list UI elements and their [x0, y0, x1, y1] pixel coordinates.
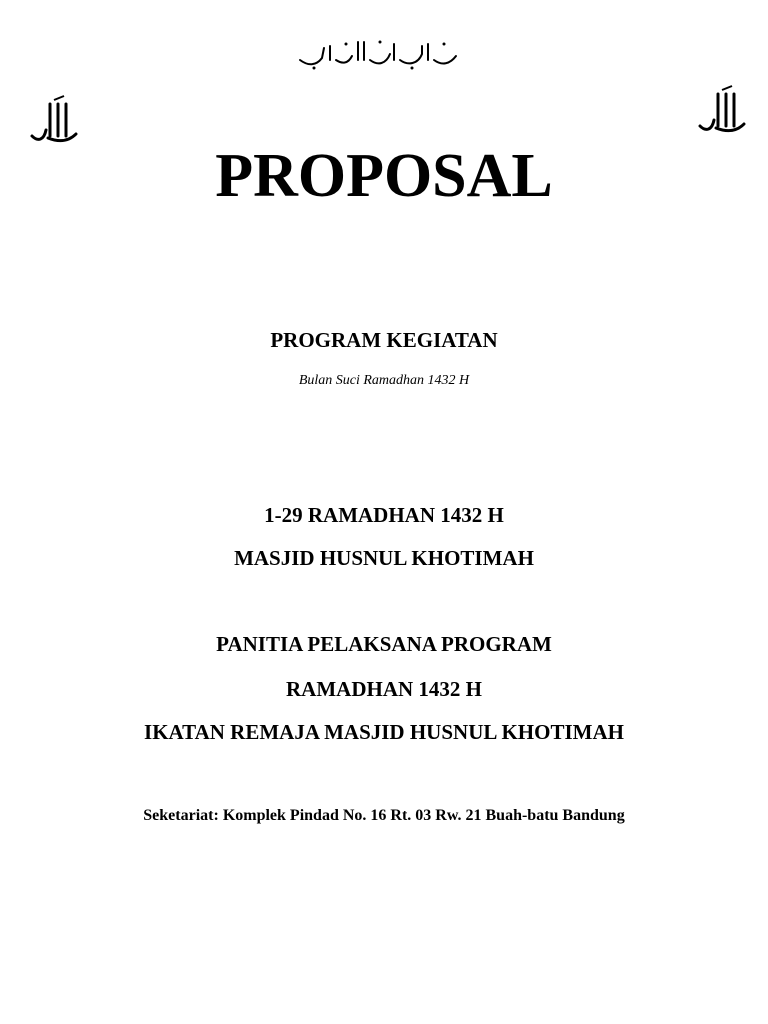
- program-subtitle: PROGRAM KEGIATAN: [270, 328, 498, 352]
- program-tagline: Bulan Suci Ramadhan 1432 H: [298, 373, 470, 388]
- secretariat-address: Seketariat: Komplek Pindad No. 16 Rt. 03 Rw. 21 Buah-batu Bandung: [143, 807, 625, 824]
- committee-line-1: PANITIA PELAKSANA PROGRAM: [216, 632, 552, 656]
- basmala-calligraphy-icon: [294, 36, 462, 70]
- committee-line-3: IKATAN REMAJA MASJID HUSNUL KHOTIMAH: [144, 720, 624, 744]
- venue-line: MASJID HUSNUL KHOTIMAH: [234, 546, 534, 570]
- committee-line-2: RAMADHAN 1432 H: [286, 677, 482, 701]
- allah-calligraphy-right-icon: [692, 84, 750, 136]
- date-line: 1-29 RAMADHAN 1432 H: [264, 503, 504, 527]
- document-title: PROPOSAL: [215, 142, 553, 210]
